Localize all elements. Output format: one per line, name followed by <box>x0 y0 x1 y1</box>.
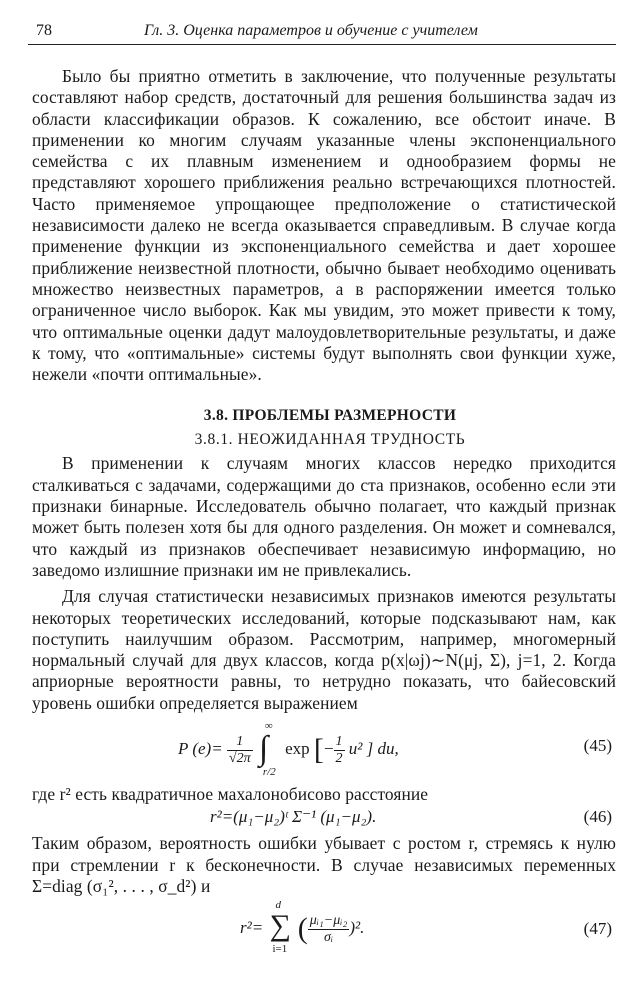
eq45-inner-fraction: $\frac{1}{2}$ <box>335 733 343 766</box>
eq46-expr: r²=(μ₁−μ₂)ᵗ Σ⁻¹ (μ₁−μ₂). <box>210 807 377 827</box>
text-after-eq45: где r² есть квадратичное махалонобисово расстояние <box>32 784 429 805</box>
eq45-fraction: $\frac{1}{√2\pi}$ <box>228 733 251 766</box>
summation-sign: d ∑ i=1 <box>269 899 291 956</box>
eq46-number: (46) <box>583 807 612 827</box>
subsection-heading: 3.8.1. НЕОЖИДАННАЯ ТРУДНОСТЬ <box>194 431 466 449</box>
paragraph-conclusion: Таким образом, вероятность ошибки убывает с ростом r, стремясь к нулю при стремлении r к бесконечности. В случае независимых переменных Σ=diag (σ₁², . . . , σ_d²) и <box>32 833 616 896</box>
equation-46 <box>32 805 616 833</box>
eq45-exp: exp <box>285 738 310 758</box>
paragraph-intro: Было бы приятно отметить в заключение, что полученные результаты составляют набор средств, достаточный для решения большинства задач из области классификации образов. К сожалению, все обстоит иначе. В применении ко многим случаям указанные члены экспоненциального семейства с их плавным изменением и однообразием формы не представляют хорошего приближения реально встречающихся плотностей. Часто применяемое упрощающее предположение о статистической независимости далеко не всегда оказывается справедливым. В случае когда применение функции из экспоненциального семейства и дает хорошее приближение неизвестной плотности, обычно бывает необходимо оценивать множество неизвестных параметров, а в распоряжении имеется только ограниченное число выборок. Как мы увидим, это может привести к тому, что оптимальные оценки дадут малоудовлетворительные результаты, и даже к тому, что «оптимальные» системы будут выполнять свои функции хуже, нежели «почти оптимальные». <box>32 66 616 385</box>
paragraph-theory: Для случая статистически независимых признаков имеются результаты некоторых теоретических исследований, которые подсказывают нам, как поступить наилучшим образом. Рассмотрим, например, многомерный нормальный случай для двух классов, когда p(x|ωj)∼N(μj, Σ), j=1, 2. Когда априорные вероятности равны, то нетрудно показать, что байесовский уровень ошибки определяется выражением <box>32 586 616 713</box>
paragraph-problem: В применении к случаям многих классов нередко приходится сталкиваться с задачами, содержащими до ста признаков, особенно если эти признаки бинарные. Исследователь обычно полагает, что каждый признак может быть полезен хотя бы для одного разделения. Он может и сомневался, что каждый из признаков обеспечивает независимую информацию, но заведомо излишние признаки им не привлекались. <box>32 453 616 580</box>
running-header <box>28 20 616 45</box>
equation-47: r²= d ∑ i=1 ( $\frac{\text{μᵢ₁−μᵢ₂}}{\text{σᵢ}}$ )². (47) <box>240 899 612 956</box>
eq45-tail: u² ] du, <box>348 738 399 758</box>
running-title: Гл. 3. Оценка параметров и обучение с учителем <box>144 22 478 39</box>
eq47-tail: )². <box>349 918 365 938</box>
equation-45: P (e)= $\frac{1}{√2\pi}$ ∞ ∫ r/2 exp [− $\frac{1}{2}$ u² ] du, (45) <box>178 720 612 779</box>
eq47-number: (47) <box>583 919 612 939</box>
eq45-number: (45) <box>583 736 612 756</box>
integral-sign: ∞ ∫ r/2 <box>258 720 276 779</box>
eq47-lhs: r²= <box>240 918 264 938</box>
page-body <box>32 66 616 963</box>
page-number: 78 <box>36 22 52 39</box>
eq47-fraction: $\frac{\text{μᵢ₁−μᵢ₂}}{\text{σᵢ}}$ <box>309 912 348 945</box>
section-heading: 3.8. ПРОБЛЕМЫ РАЗМЕРНОСТИ <box>203 407 457 425</box>
eq45-lhs: P (e)= <box>178 738 223 758</box>
